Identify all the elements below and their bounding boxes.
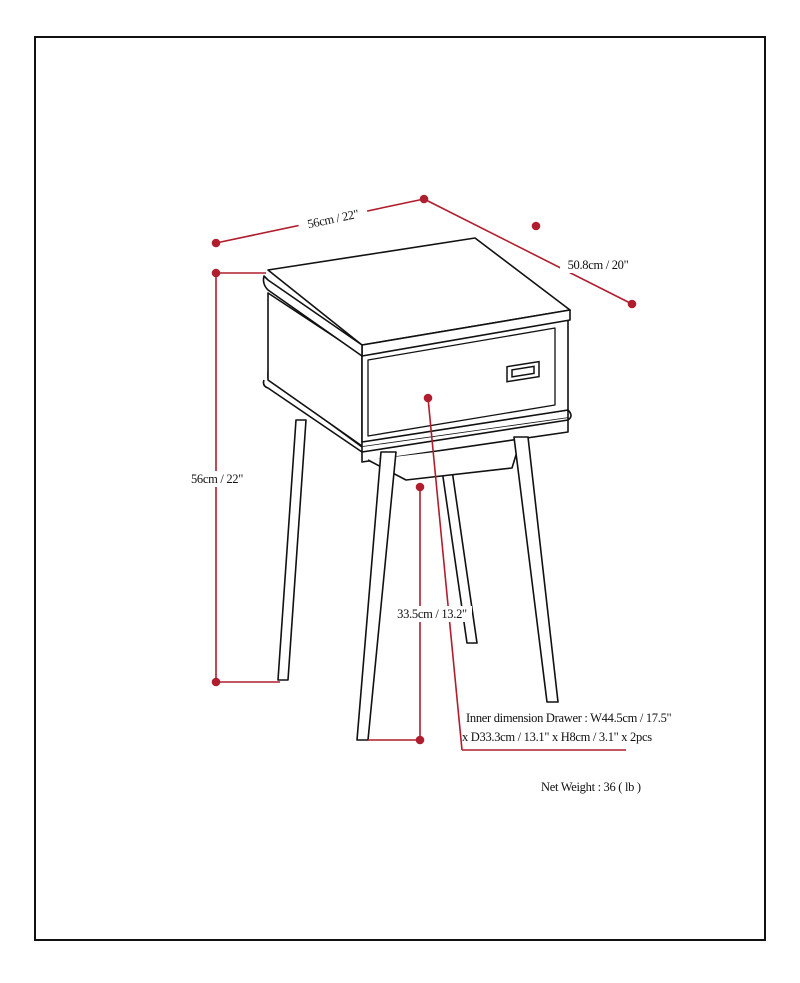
back-left-leg bbox=[278, 420, 306, 680]
clearance-label: 33.5cm / 13.2" bbox=[397, 607, 467, 621]
depth-end-left bbox=[533, 223, 540, 230]
drawer-note-line2: x D33.3cm / 13.1" x H8cm / 3.1" x 2pcs bbox=[462, 730, 652, 744]
drawer-leader-dot bbox=[425, 395, 432, 402]
depth-end-right bbox=[629, 301, 636, 308]
front-left-leg bbox=[357, 452, 396, 740]
height-end-bottom bbox=[213, 679, 220, 686]
height-label: 56cm / 22" bbox=[190, 472, 244, 486]
net-weight-label: Net Weight : 36 ( lb ) bbox=[541, 780, 641, 794]
height-end-top bbox=[213, 270, 220, 277]
depth-label: 50.8cm / 20" bbox=[567, 258, 629, 272]
clearance-end-bottom bbox=[417, 737, 424, 744]
clearance-end-top bbox=[417, 484, 424, 491]
border-frame bbox=[35, 37, 765, 940]
front-right-leg bbox=[514, 437, 558, 702]
width-end-left bbox=[213, 240, 220, 247]
drawer-note-line1: Inner dimension Drawer : W44.5cm / 17.5" bbox=[466, 711, 672, 725]
width-label: 56cm / 22" bbox=[306, 206, 360, 232]
